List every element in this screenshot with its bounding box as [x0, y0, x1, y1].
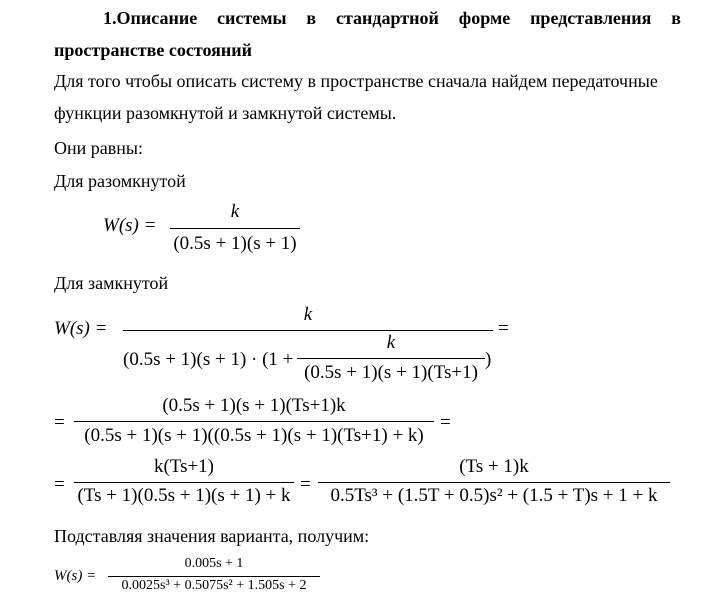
eq4-fraction-bar1 — [74, 482, 294, 483]
eq5-numerator: 0.005s + 1 — [184, 556, 244, 571]
eq5-lhs: W(s) = — [54, 568, 97, 584]
eq1-lhs: W(s) = — [103, 215, 157, 236]
eq1-denominator: (0.5s + 1)(s + 1) — [173, 233, 297, 254]
eq4-denominator1: (Ts + 1)(0.5s + 1)(s + 1) + k — [77, 485, 291, 506]
eq4-numerator1: k(Ts+1) — [153, 456, 215, 477]
eq2-inner-denominator: (0.5s + 1)(s + 1)(Ts+1) — [304, 362, 478, 383]
eq2-tail-equals: = — [498, 318, 509, 339]
eq2-inner-numerator: k — [386, 332, 396, 353]
eq3-lead-equals: = — [54, 412, 65, 433]
eq4-numerator2: (Ts + 1)k — [459, 456, 529, 477]
eq3-numerator: (0.5s + 1)(s + 1)(Ts+1)k — [162, 395, 346, 416]
eq5-fraction-bar — [108, 576, 320, 577]
open-loop-label: Для разомкнутой — [54, 171, 186, 191]
eq3-fraction-bar — [74, 421, 434, 422]
equal-text: Они равны: — [54, 138, 143, 158]
closed-loop-label: Для замкнутой — [54, 273, 169, 293]
eq1-numerator: k — [230, 201, 240, 222]
eq3-tail-equals: = — [440, 412, 451, 433]
eq1-fraction-bar — [170, 228, 300, 229]
paragraph-line2: функции разомкнутой и замкнутой системы. — [54, 103, 397, 123]
eq3-denominator: (0.5s + 1)(s + 1)((0.5s + 1)(s + 1)(Ts+1) + k) — [84, 425, 424, 446]
eq4-fraction-bar2 — [318, 482, 670, 483]
eq2-denominator-right: ) — [485, 349, 492, 370]
eq2-numerator: k — [303, 304, 313, 325]
eq4-denominator2: 0.5Ts³ + (1.5T + 0.5)s² + (1.5 + T)s + 1 + k — [330, 485, 658, 506]
section-heading-line1: 1.Описание системы в стандартной форме представления в — [103, 8, 681, 28]
eq2-denominator-left: (0.5s + 1)(s + 1) · (1 + — [123, 349, 294, 370]
eq2-lhs: W(s) = — [54, 318, 108, 339]
eq5-denominator: 0.0025s³ + 0.5075s² + 1.505s + 2 — [121, 578, 307, 593]
substitute-text: Подставляя значения варианта, получим: — [54, 526, 370, 546]
eq2-inner-fraction-bar — [297, 358, 485, 359]
eq4-mid-equals: = — [300, 474, 311, 495]
eq4-lead-equals: = — [54, 474, 65, 495]
paragraph-line1: Для того чтобы описать систему в пространстве сначала найдем передаточные — [54, 71, 658, 91]
eq2-fraction-bar — [123, 330, 493, 331]
section-heading-line2: пространстве состояний — [54, 40, 252, 60]
